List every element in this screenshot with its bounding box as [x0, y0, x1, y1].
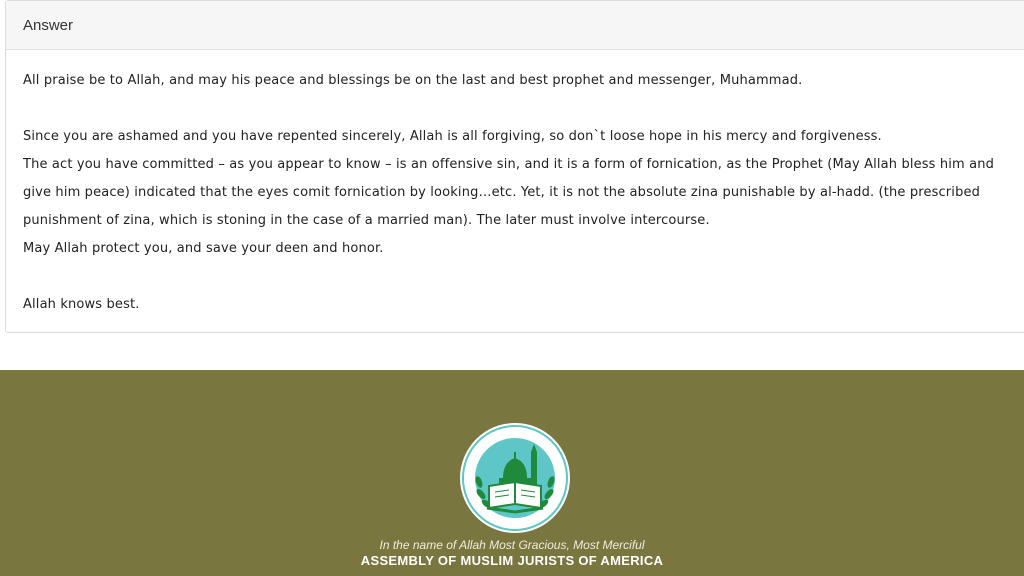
answer-heading: Answer [23, 16, 74, 34]
answer-line: The act you have committed – as you appear to know – is an offensive sin, and it is a form of fornication, as the Prophet (May Allah bless him and [23, 157, 995, 172]
answer-line: May Allah protect you, and save your deen and honor. [23, 241, 384, 256]
footer-org-name: ASSEMBLY OF MUSLIM JURISTS OF AMERICA [360, 553, 664, 568]
answer-line: Since you are ashamed and you have repented sincerely, Allah is all forgiving, so don`t loose hope in his mercy and forgiveness. [23, 129, 882, 144]
answer-line: punishment of zina, which is stoning in the case of a married man). The later must involve intercourse. [23, 213, 710, 228]
answer-card [5, 0, 1024, 333]
answer-card-header [6, 1, 1024, 50]
answer-line: give him peace) indicated that the eyes comit fornication by looking…etc. Yet, it is not the absolute zina punishable by al-hadd. (the prescribed [23, 185, 981, 200]
footer-tagline: In the name of Allah Most Gracious, Most Merciful [379, 538, 645, 552]
amja-seal-icon[interactable] [459, 422, 571, 534]
answer-line: Allah knows best. [23, 297, 140, 312]
answer-line: All praise be to Allah, and may his peace and blessings be on the last and best prophet and messenger, Muhammad. [23, 73, 803, 88]
site-footer [0, 370, 1024, 576]
